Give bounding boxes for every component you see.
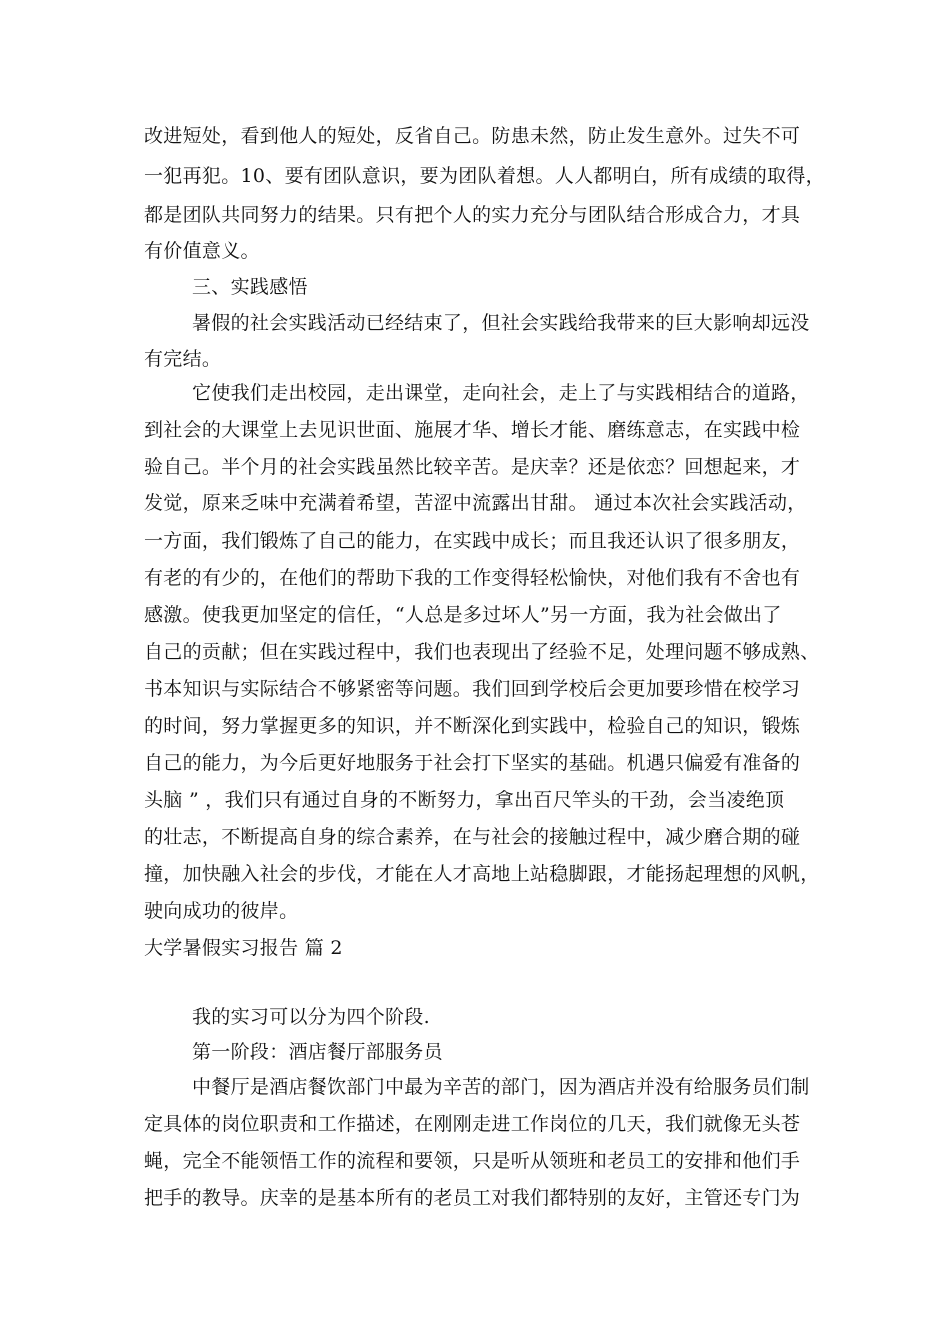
text-line: 我的实习可以分为四个阶段. [192,1006,430,1028]
text-line: 改进短处，看到他人的短处，反省自己。防患未然，防止发生意外。过失不可 [144,125,801,147]
text-line: 有价值意义。 [144,240,260,262]
text-line: 暑假的社会实践活动已经结束了，但社会实践给我带来的巨大影响却远没 [192,312,810,334]
text-line: 的时间，努力掌握更多的知识，并不断深化到实践中，检验自己的知识，锻炼 [144,715,801,737]
text-line: 一犯再犯。10、要有团队意识，要为团队着想。人人都明白，所有成绩的取得， [144,165,825,187]
text-line: 自己的贡献；但在实践过程中，我们也表现出了经验不足，处理问题不够成熟、 [144,641,820,663]
text-line: 有完结。 [144,348,222,370]
text-line: 感激。使我更加坚定的信任，“人总是多过坏人”另一方面，我为社会做出了 [144,604,782,626]
text-line: 的壮志，不断提高自身的综合素养，在与社会的接触过程中，减少磨合期的碰 [144,826,801,848]
text-line: 都是团队共同努力的结果。只有把个人的实力充分与团队结合形成合力，才具 [144,204,801,226]
text-line: 有老的有少的，在他们的帮助下我的工作变得轻松愉快，对他们我有不舍也有 [144,567,801,589]
text-line: 它使我们走出校园，走出课堂，走向社会，走上了与实践相结合的道路， [192,382,810,404]
text-line: 把手的教导。庆幸的是基本所有的老员工对我们都特别的友好，主管还专门为 [144,1187,801,1209]
text-line: 自己的能力，为今后更好地服务于社会打下坚实的基础。机遇只偏爱有准备的 [144,752,801,774]
text-line: 撞，加快融入社会的步伐，才能在人才高地上站稳脚跟，才能扬起理想的风帆， [144,863,820,885]
article-title: 大学暑假实习报告 篇 2 [144,937,343,959]
text-line: 头脑 ” ，我们只有通过自身的不断努力，拿出百尺竿头的干劲，会当凌绝顶 [144,789,785,811]
text-line: 到社会的大课堂上去见识世面、施展才华、增长才能、磨练意志，在实践中检 [144,419,801,441]
text-line: 蝇，完全不能领悟工作的流程和要领，只是听从领班和老员工的安排和他们手 [144,1150,801,1172]
section-heading: 三、实践感悟 [192,276,308,298]
text-line: 驶向成功的彼岸。 [144,900,299,922]
text-line: 定具体的岗位职责和工作描述，在刚刚走进工作岗位的几天，我们就像无头苍 [144,1113,801,1135]
text-line: 一方面，我们锻炼了自己的能力，在实践中成长；而且我还认识了很多朋友， [144,530,801,552]
text-line: 发觉，原来乏味中充满着希望，苦涩中流露出甘甜。 通过本次社会实践活动， [144,492,807,514]
stage-heading: 第一阶段：酒店餐厅部服务员 [192,1041,443,1063]
text-line: 书本知识与实际结合不够紧密等问题。我们回到学校后会更加要珍惜在校学习 [144,678,801,700]
text-line: 中餐厅是酒店餐饮部门中最为辛苦的部门，因为酒店并没有给服务员们制 [192,1076,810,1098]
text-line: 验自己。半个月的社会实践虽然比较辛苦。是庆幸？还是依恋？回想起来，才 [144,456,801,478]
